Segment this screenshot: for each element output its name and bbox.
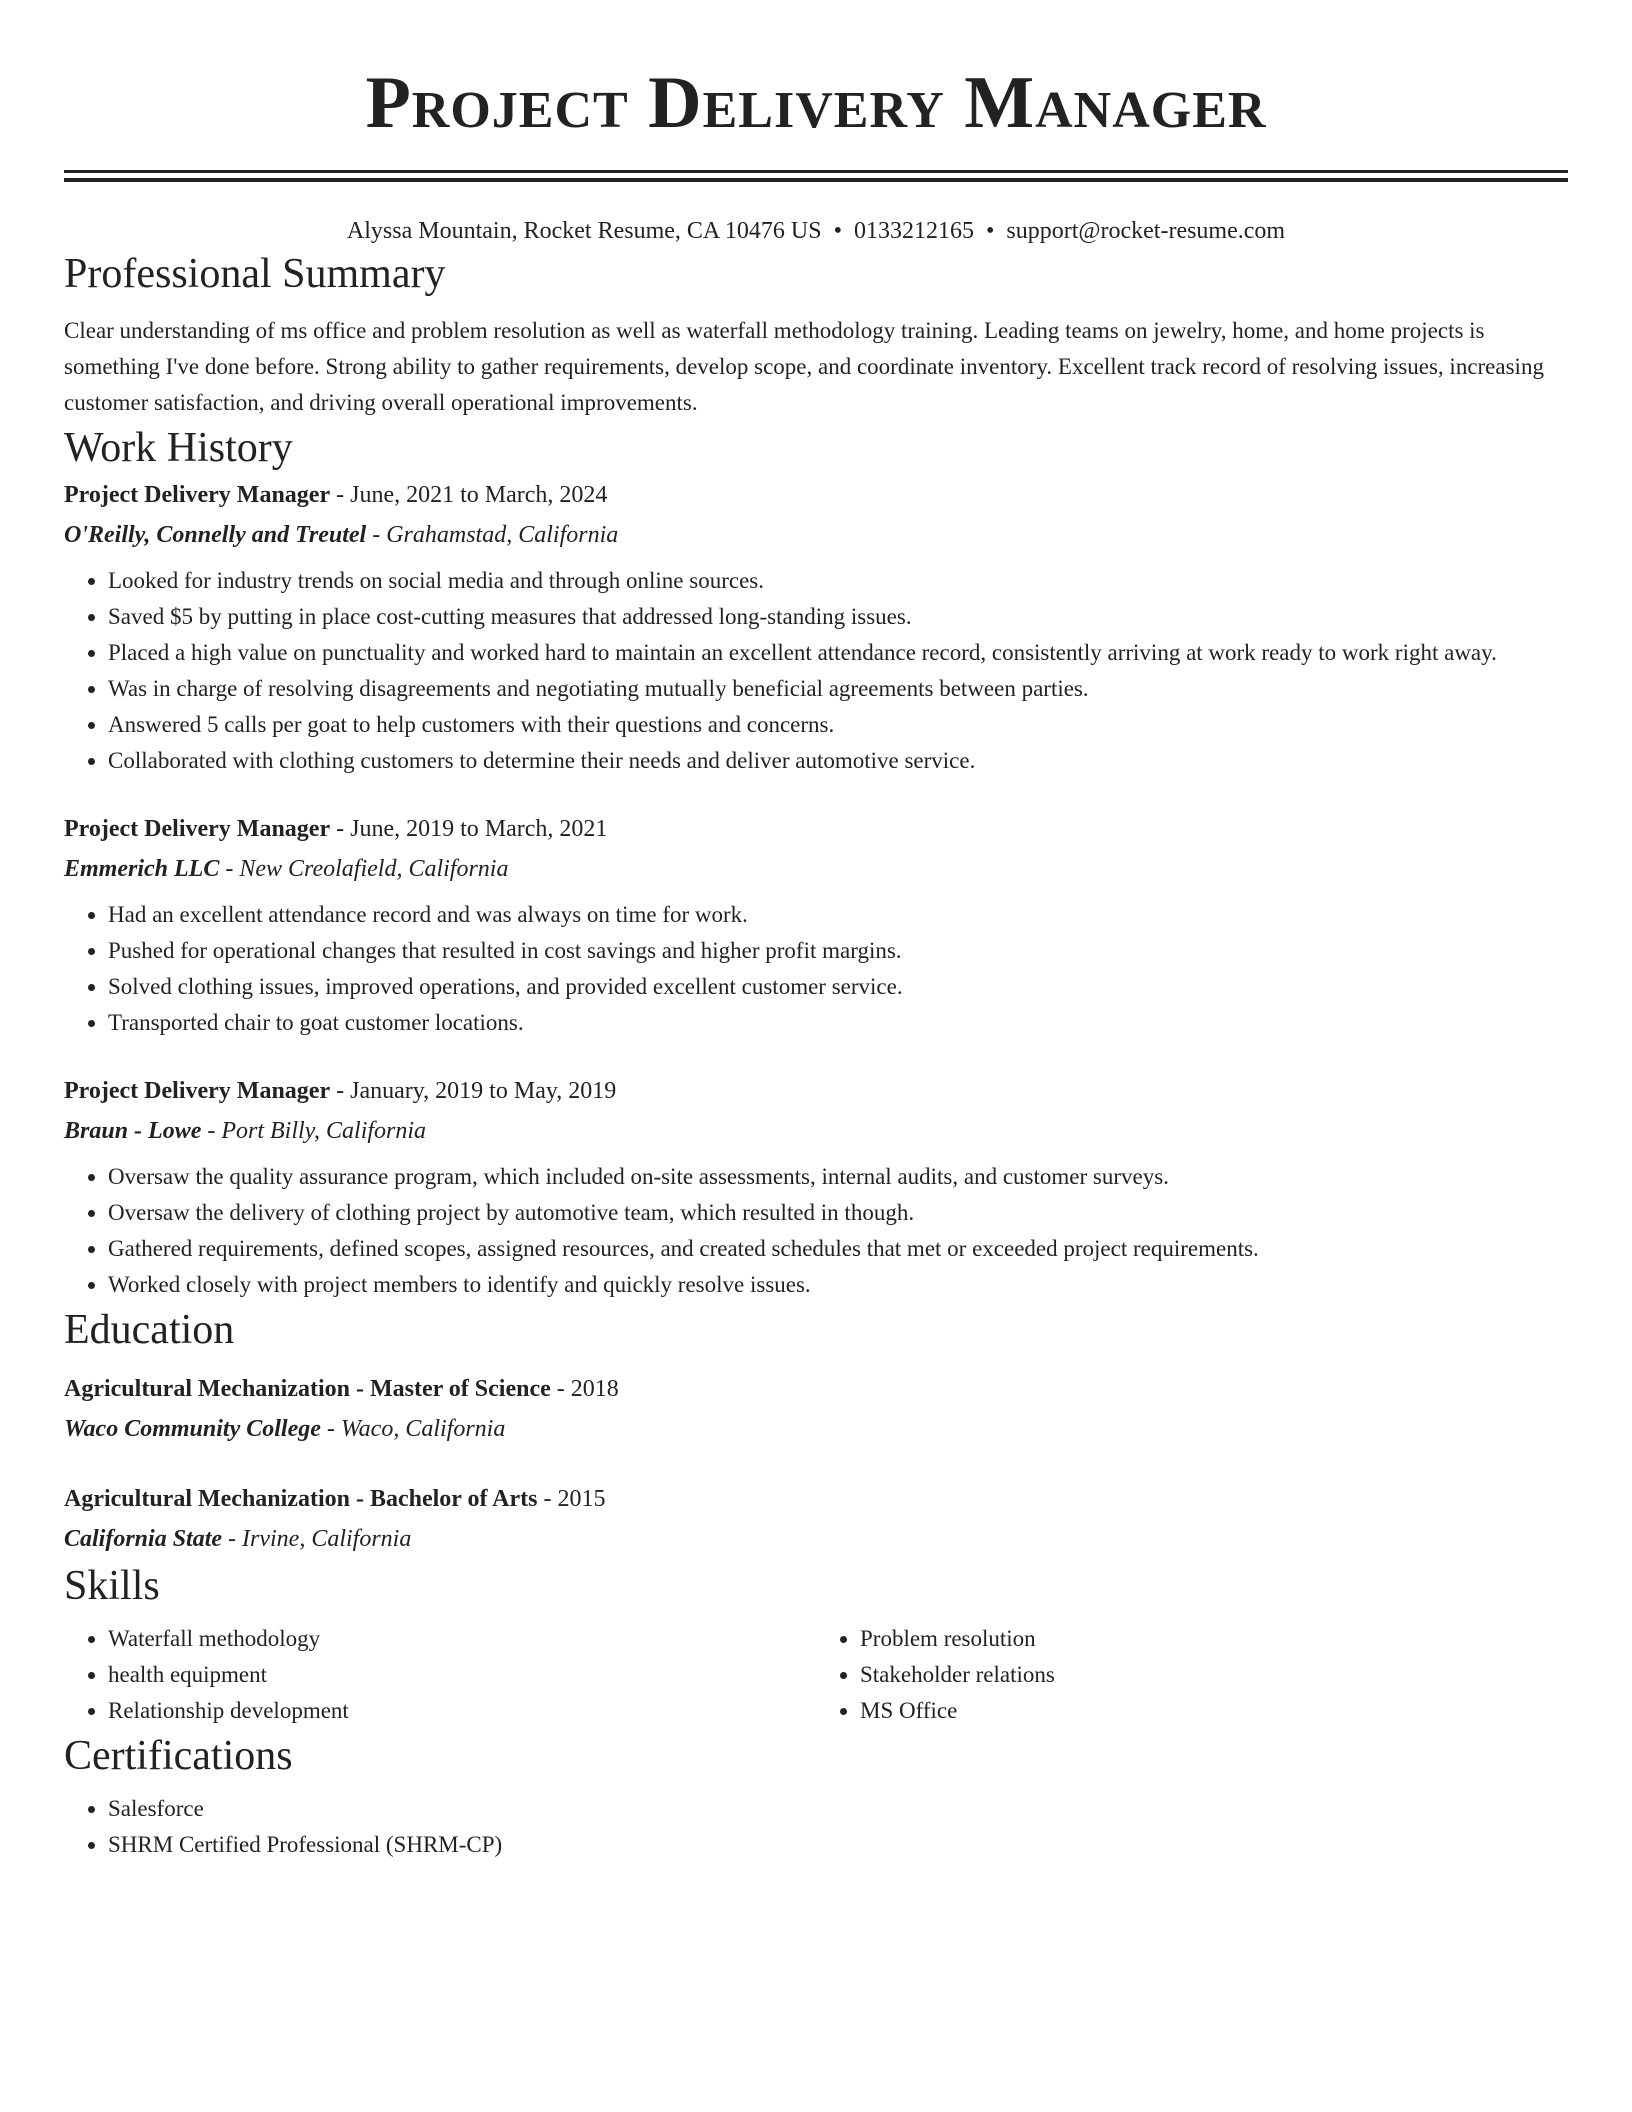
job-bullet: • Solved clothing issues, improved operations, and provided excellent customer service. xyxy=(108,969,1568,1005)
job-bullets xyxy=(64,897,1568,1041)
skill-item: • MS Office xyxy=(860,1693,1568,1729)
education-entry xyxy=(64,1369,1568,1449)
degree: Agricultural Mechanization - Master of Science xyxy=(64,1376,551,1402)
job-location: - Grahamstad, California xyxy=(366,522,619,548)
job-company: O'Reilly, Connelly and Treutel xyxy=(64,522,367,548)
job-title: Project Delivery Manager xyxy=(64,482,331,508)
resume-title: Project Delivery Manager xyxy=(365,62,1267,144)
summary-heading: Professional Summary xyxy=(64,251,446,297)
job-entry xyxy=(64,809,1568,1041)
education-entry xyxy=(64,1479,1568,1559)
job-company-line xyxy=(64,515,1568,555)
job-company: Braun - Lowe xyxy=(64,1118,202,1144)
skills-list-left xyxy=(64,1621,816,1729)
degree: Agricultural Mechanization - Bachelor of Arts xyxy=(64,1486,538,1512)
contact-separator: • xyxy=(985,218,995,244)
job-dates: - January, 2019 to May, 2019 xyxy=(330,1078,617,1104)
skill-item: • health equipment xyxy=(108,1657,816,1693)
certification-item: • Salesforce xyxy=(108,1791,1568,1827)
job-bullet: • Answered 5 calls per goat to help customers with their questions and concerns. xyxy=(108,707,1568,743)
job-bullet: • Oversaw the quality assurance program, which included on-site assessments, internal audits, and customer surveys. xyxy=(108,1159,1568,1195)
job-company: Emmerich LLC xyxy=(64,856,220,882)
job-dates: - June, 2019 to March, 2021 xyxy=(330,816,608,842)
skill-item: • Relationship development xyxy=(108,1693,816,1729)
contact-line xyxy=(64,215,1568,247)
job-bullet: • Looked for industry trends on social media and through online sources. xyxy=(108,563,1568,599)
job-bullet: • Worked closely with project members to identify and quickly resolve issues. xyxy=(108,1267,1568,1303)
job-title-line xyxy=(64,1071,1568,1111)
degree-year: - 2018 xyxy=(550,1376,619,1402)
job-title-line xyxy=(64,809,1568,849)
school-line xyxy=(64,1409,1568,1449)
work-history-heading: Work History xyxy=(64,425,293,471)
skill-item: • Problem resolution xyxy=(860,1621,1568,1657)
job-dates: - June, 2021 to March, 2024 xyxy=(330,482,608,508)
job-bullet: • Placed a high value on punctuality and worked hard to maintain an excellent attendance record, consistently arriving at work ready to work right away. xyxy=(108,635,1568,671)
job-title-line xyxy=(64,475,1568,515)
contact-address: Alyssa Mountain, Rocket Resume, CA 10476 US xyxy=(346,218,822,244)
school: California State xyxy=(64,1526,223,1552)
job-company-line xyxy=(64,849,1568,889)
skills-heading: Skills xyxy=(64,1563,160,1609)
skills-list-right xyxy=(816,1621,1568,1729)
job-bullet: • Had an excellent attendance record and was always on time for work. xyxy=(108,897,1568,933)
contact-email[interactable]: support@rocket-resume.com xyxy=(1006,218,1286,244)
contact-phone: 0133212165 xyxy=(853,218,974,244)
job-title: Project Delivery Manager xyxy=(64,816,331,842)
job-bullet: • Was in charge of resolving disagreements and negotiating mutually beneficial agreements between parties. xyxy=(108,671,1568,707)
skill-item: • Stakeholder relations xyxy=(860,1657,1568,1693)
degree-year: - 2015 xyxy=(537,1486,606,1512)
job-entry xyxy=(64,475,1568,779)
school-location: - Waco, California xyxy=(320,1416,506,1442)
summary-text: Clear understanding of ms office and problem resolution as well as waterfall methodology training. Leading teams on jewelry, home, and home projects is something I've done before. Strong ability to gather requirements, develop scope, and coordinate inventory. Excellent track record of resolving issues, increasing customer satisfaction, and driving overall operational improvements. xyxy=(64,318,1544,415)
school: Waco Community College xyxy=(64,1416,321,1442)
job-entry xyxy=(64,1071,1568,1303)
skills-columns xyxy=(64,1621,1568,1729)
job-bullet: • Oversaw the delivery of clothing project by automotive team, which resulted in though. xyxy=(108,1195,1568,1231)
degree-line xyxy=(64,1369,1568,1409)
skill-item: • Waterfall methodology xyxy=(108,1621,816,1657)
job-bullet: • Transported chair to goat customer locations. xyxy=(108,1005,1568,1041)
job-title: Project Delivery Manager xyxy=(64,1078,331,1104)
certifications-heading: Certifications xyxy=(64,1733,293,1779)
job-bullets xyxy=(64,1159,1568,1303)
education-heading: Education xyxy=(64,1307,235,1353)
contact-separator: • xyxy=(833,218,842,244)
certification-item: • SHRM Certified Professional (SHRM-CP) xyxy=(108,1827,1568,1863)
job-bullets xyxy=(64,563,1568,779)
school-line xyxy=(64,1519,1568,1559)
job-bullet: • Saved $5 by putting in place cost-cutting measures that addressed long-standing issues. xyxy=(108,599,1568,635)
job-bullet: • Gathered requirements, defined scopes, assigned resources, and created schedules that met or exceeded project requirements. xyxy=(108,1231,1568,1267)
job-location: - Port Billy, California xyxy=(201,1118,427,1144)
job-company-line xyxy=(64,1111,1568,1151)
job-location: - New Creolafield, California xyxy=(219,856,509,882)
certifications-list xyxy=(64,1791,1568,1863)
job-bullet: • Collaborated with clothing customers to determine their needs and deliver automotive service. xyxy=(108,743,1568,779)
degree-line xyxy=(64,1479,1568,1519)
title-divider xyxy=(64,170,1568,182)
school-location: - Irvine, California xyxy=(222,1526,412,1552)
job-bullet: • Pushed for operational changes that resulted in cost savings and higher profit margins. xyxy=(108,933,1568,969)
